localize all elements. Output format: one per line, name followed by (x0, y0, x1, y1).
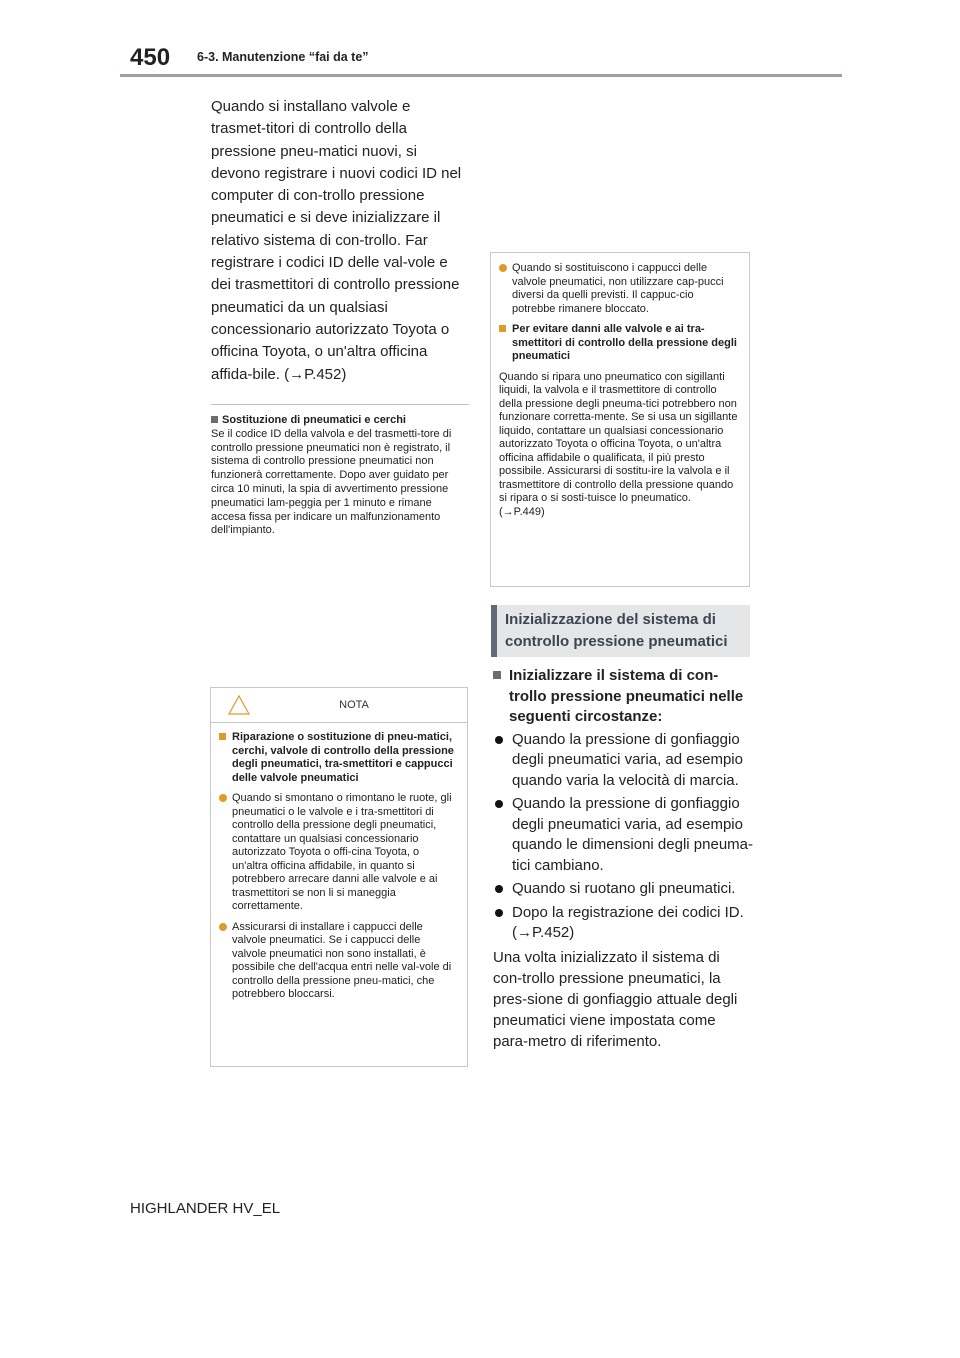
section-title: 6-3. Manutenzione “fai da te” (197, 50, 369, 64)
list-item: Quando si ruotano gli pneumatici. (493, 879, 753, 900)
footer-model: HIGHLANDER HV_EL (130, 1200, 281, 1217)
nota-item: Quando si smontano o rimontano le ruote, gli pneumatici o le valvole e i tra-smettitori di controllo della pressione degli pneumatici, contattare un qualsiasi concessionario autorizzato Toyota o offi-cina Toyota, o un'altra officina affidabile, in quanto si potrebbero arrecare danni alle valvole e ai trasmettitori se non li si maneggia correttamente. (219, 792, 455, 914)
subsection-body: Se il codice ID della valvola e del trasmetti-tore di controllo pressione pneumatici non è registrato, il sistema di controllo pressione pneumatici non funzionerà correttamente. Dopo aver guidato per circa 10 minuti, la spia di avvertimento pressione pneumatici lam-peggia per 1 minuto e rimane accesa fissa per indicare un malfunzionamento dell'impianto. (211, 427, 452, 537)
square-bullet-icon (493, 671, 501, 679)
section-heading: Inizializzazione del sistema di controllo pressione pneumatici (505, 611, 728, 650)
nota-title: NOTA (339, 699, 369, 711)
square-bullet-icon (499, 325, 506, 332)
square-bullet-icon (219, 733, 226, 740)
bullet-icon (495, 736, 503, 744)
warning-item: Quando si sostituiscono i cappucci delle valvole pneumatici, non utilizzare cap-pucci diversi da quelli previsti. Il cappuc-cio potrebbe rimanere bloccato. (499, 262, 739, 316)
circle-bullet-icon (219, 794, 227, 802)
nota-item: Assicurarsi di installare i cappucci delle valvole pneumatici. Se i cappucci delle valvole pneumatici non sono installati, è possibile che dell'acqua entri nelle val-vole di controllo della pressione pneu-matici, che potrebbero bloccarsi. (219, 921, 455, 1002)
warning-box (490, 252, 750, 587)
section-divider (211, 404, 469, 405)
left-column (211, 96, 469, 538)
nota-box (210, 687, 468, 1067)
intro-paragraph: Quando si installano valvole e trasmet-titori di controllo della pressione pneu-matici nuovi, si devono registrare i nuovi codici ID nel computer di con-trollo pressione pneumatici e si deve inizializzare il relativo sistema di con-trollo. Far registrare i codici ID delle val-vole e dei trasmettitori di controllo pressione pneumatici da un qualsiasi concessionario autorizzato Toyota o officina Toyota, o un'altra officina affida-bile. (→P.452) (211, 98, 462, 383)
bullet-icon (495, 800, 503, 808)
section-heading-box (491, 605, 750, 657)
subsection-heading (211, 414, 469, 426)
circle-bullet-icon (219, 923, 227, 931)
caution-triangle-icon (227, 694, 251, 716)
closing-paragraph: Una volta inizializzato il sistema di con-trollo pressione pneumatici, la pres-sione di gonfiaggio attuale degli pneumatici viene impostata come para-metro di riferimento. (493, 948, 738, 1050)
square-bullet-icon (211, 416, 218, 423)
circle-bullet-icon (499, 264, 507, 272)
list-item: Quando la pressione di gonfiaggio degli pneumatici varia, ad esempio quando le dimensioni degli pneuma-tici cambiano. (493, 794, 753, 876)
subsection-title: Sostituzione di pneumatici e cerchi (222, 413, 406, 426)
page-number: 450 (130, 44, 171, 71)
warning-heading: Per evitare danni alle valvole e ai tra-smettitori di controllo della pressione degli pneumatici (499, 323, 739, 364)
nota-content (211, 723, 467, 1002)
bullet-icon (495, 885, 503, 893)
nota-heading: Riparazione o sostituzione di pneu-matici, cerchi, valvole di controllo della pressione degli pneumatici, tra-smettitori e cappucci delle valvole pneumatici (219, 731, 455, 785)
right-column (493, 666, 753, 1052)
warning-body: Quando si ripara uno pneumatico con sigillanti liquidi, la valvola e il trasmettitore di controllo della pressione degli pneuma-tici potrebbero non funzionare corretta-mente. Se si usa un sigillante liquido, contattare un qualsiasi concessionario autorizzato Toyota o officina Toyota, o un'altra officina affidabile o qualificata, il più presto possibile. Assicurarsi di sostitu-ire la valvola e il trasmettitore di controllo della pressione quando si ripara o si sosti-tuisce lo pneumatico. (→P.449) (499, 370, 738, 518)
right-subsection-heading: Inizializzare il sistema di con-trollo pressione pneumatici nelle seguenti circostanze: (493, 666, 753, 728)
bullet-icon (495, 909, 503, 917)
header-rule (120, 74, 842, 77)
heading-accent-bar (491, 605, 497, 657)
list-item: Quando la pressione di gonfiaggio degli pneumatici varia, ad esempio quando varia la velocità di marcia. (493, 730, 753, 792)
nota-header (211, 688, 467, 723)
list-item: Dopo la registrazione dei codici ID. (→P.452) (493, 903, 753, 944)
